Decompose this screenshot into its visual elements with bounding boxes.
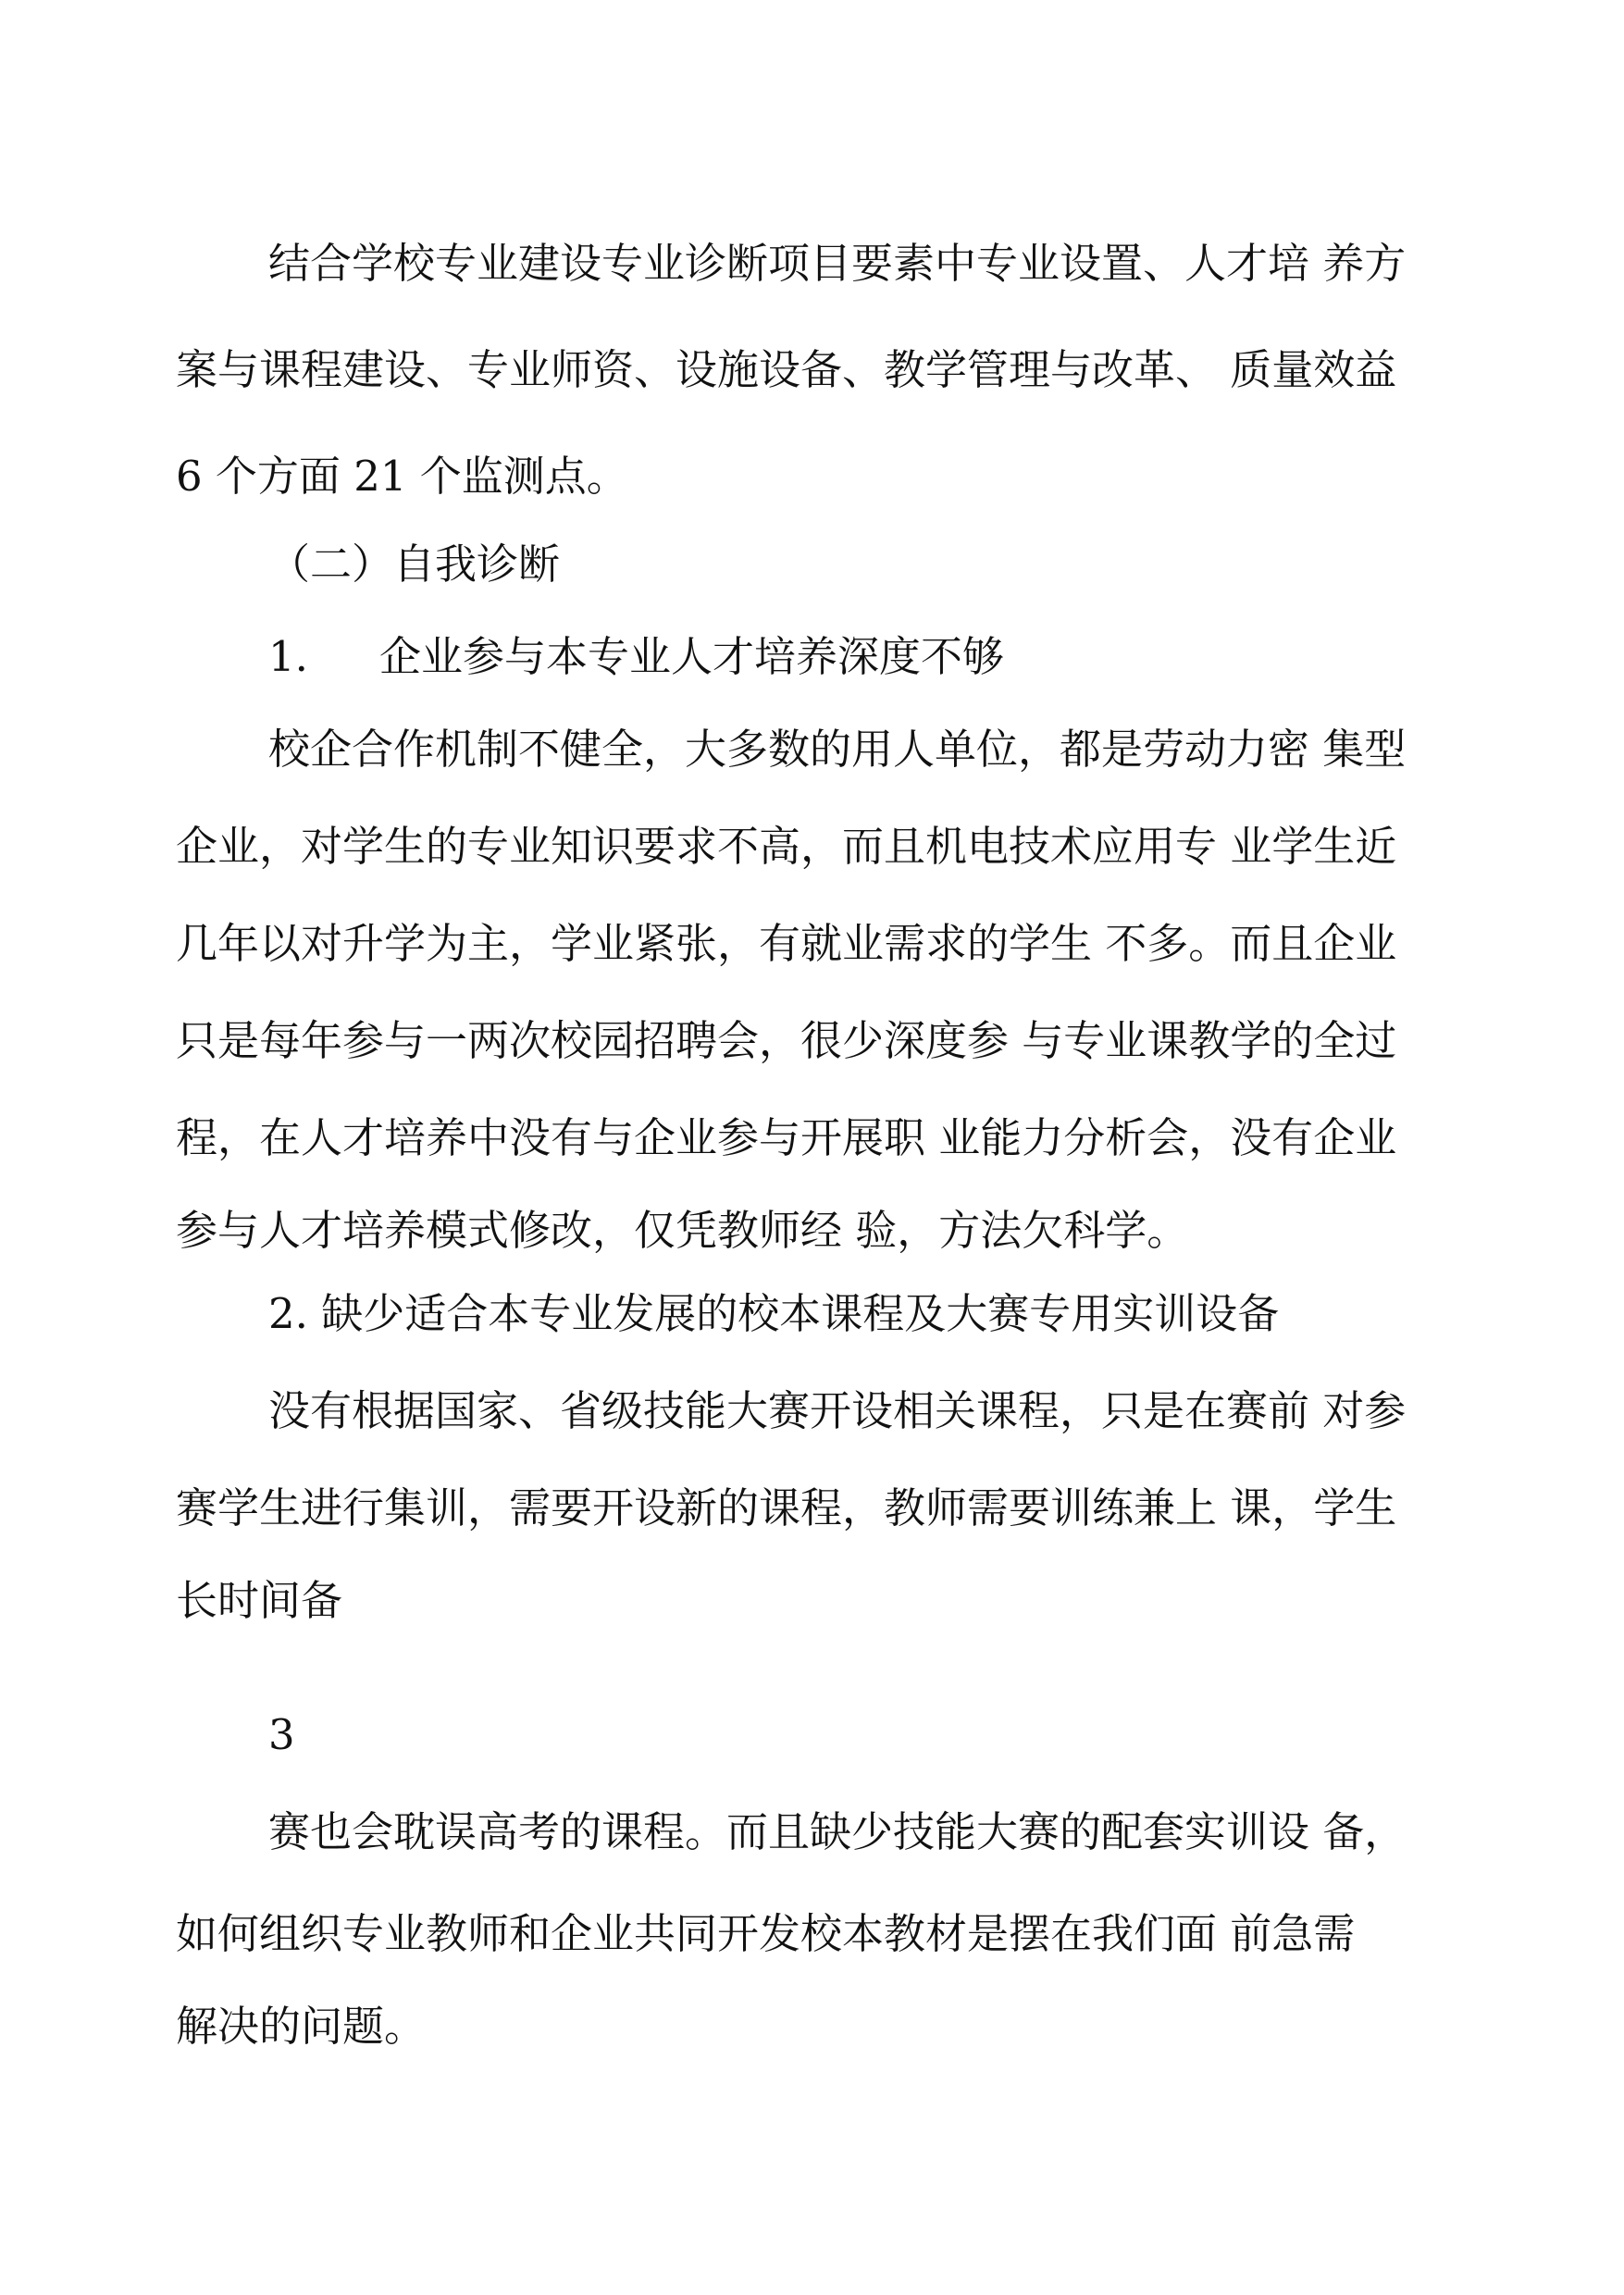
- paragraph-line: 赛也会耽误高考的课程。而且缺少技能大赛的配套实训设 备，: [268, 1807, 1407, 1856]
- item-heading: 2. 缺少适合本专业发展的校本课程及大赛专用实训设备: [268, 1289, 1280, 1338]
- paragraph-line: 解决的问题。: [176, 2002, 427, 2051]
- paragraph-line: 如何组织专业教师和企业共同开发校本教材是摆在我们面 前急需: [176, 1909, 1356, 1958]
- item-number: 1.: [268, 632, 308, 681]
- paragraph-line: 只是每年参与一两次校园招聘会，很少深度参 与专业课教学的全过: [176, 1016, 1397, 1065]
- paragraph-line: 校企合作机制不健全，大多数的用人单位，都是劳动力密 集型: [268, 725, 1407, 774]
- item-title: 企业参与本专业人才培养深度不够: [379, 632, 1005, 681]
- page-number: 3: [268, 1710, 295, 1759]
- paragraph-line: 6 个方面 21 个监测点。: [176, 452, 628, 501]
- section-heading: （二）自我诊断: [268, 540, 561, 589]
- paragraph-line: 没有根据国家、省级技能大赛开设相关课程，只是在赛前 对参: [268, 1386, 1407, 1435]
- paragraph-line: 企业，对学生的专业知识要求不高，而且机电技术应用专 业学生近: [176, 822, 1397, 871]
- paragraph-line: 结合学校专业建设专业诊断项目要素中专业设置、人才培 养方: [268, 239, 1407, 288]
- paragraph-line: 案与课程建设、专业师资、设施设备、教学管理与改革、 质量效益: [176, 345, 1397, 394]
- paragraph-line: 赛学生进行集训，需要开设新的课程，教师需要训练兼上 课，学生: [176, 1483, 1397, 1532]
- paragraph-line: 长时间备: [176, 1576, 343, 1625]
- paragraph-line: 几年以对升学为主，学业紧张，有就业需求的学生 不多。而且企业: [176, 919, 1397, 968]
- item-heading: [268, 629, 1564, 685]
- paragraph-line: 参与人才培养模式修改，仅凭教师经 验，方法欠科学。: [176, 1206, 1189, 1255]
- paragraph-line: 程，在人才培养中没有与企业参与开展职 业能力分析会，没有企业: [176, 1113, 1397, 1162]
